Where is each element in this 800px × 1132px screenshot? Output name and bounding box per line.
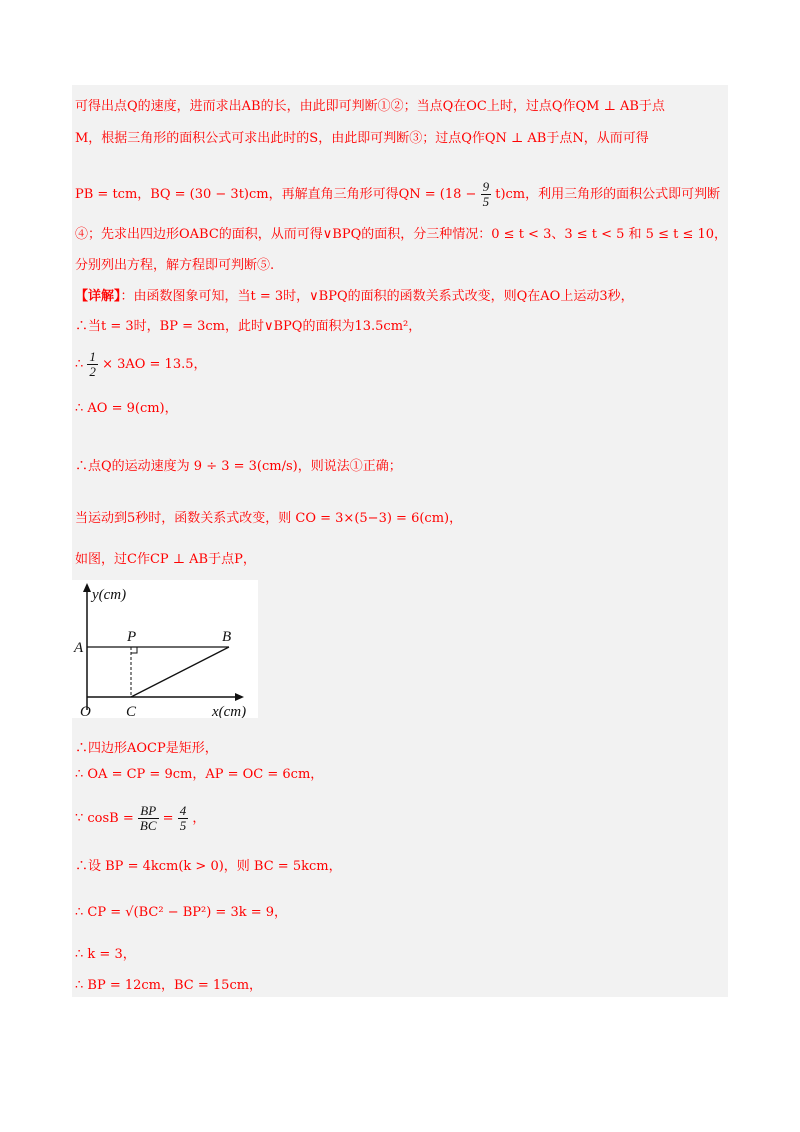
line-10-text: ∴点Q的运动速度为 9 ÷ 3 = 3(cm/s)，则说法①正确； (75, 459, 402, 474)
line-1-text: 可得出点Q的速度，进而求出AB的长，由此即可判断①②；当点Q在OC上时，过点Q作QM ⊥ AB于点 (75, 99, 665, 114)
line-6-text: ：由函数图象可知，当t = 3时，∨BPQ的面积的函数关系式改变，则Q在AO上运动3秒， (120, 289, 634, 304)
text-line-4 (75, 226, 727, 244)
y-axis-arrow (83, 583, 91, 592)
text-line-11 (75, 510, 462, 528)
text-line-18 (75, 946, 136, 964)
therefore-symbol: ∴ (75, 357, 84, 372)
detail-tag: 【详解】 (75, 289, 121, 304)
text-line-17 (75, 904, 287, 922)
line-13-text: ∴四边形AOCP是矩形， (75, 741, 218, 756)
fraction-denominator: 5 (179, 818, 187, 833)
line-8-text: × 3AO = 13.5， (102, 357, 207, 372)
fraction-numerator: 1 (89, 349, 96, 364)
line-3a-text: PB = tcm，BQ = (30 − 3t)cm，再解直角三角形可得QN = (18 − (75, 187, 477, 202)
coordinate-diagram (72, 580, 258, 718)
x-axis-label: x(cm) (212, 704, 247, 718)
line-15-post: ， (192, 811, 206, 826)
fraction-numerator: 4 (179, 803, 187, 818)
fraction-bp-bc (138, 804, 159, 833)
text-line-10 (75, 458, 402, 476)
fraction-denominator: BC (139, 818, 157, 833)
line-4-text: ④；先求出四边形OABC的面积，从而可得∨BPQ的面积，分三种情况：0 ≤ t < 3、3 ≤ t < 5 和 5 ≤ t ≤ 10， (75, 227, 728, 242)
equals-sign: = (162, 811, 174, 826)
segment-cb (131, 647, 229, 697)
text-line-8 (75, 350, 207, 379)
text-line-19 (75, 977, 262, 995)
fraction-9-5 (481, 180, 492, 209)
text-line-1 (75, 98, 665, 116)
text-line-15 (75, 804, 205, 833)
line-18-text: ∴ k = 3， (75, 947, 136, 962)
line-15-pre: ∵ cosB = (75, 811, 134, 826)
fraction-numerator: BP (138, 804, 159, 819)
fraction-4-5 (178, 804, 189, 833)
text-line-12 (75, 551, 256, 569)
y-axis-label: y(cm) (92, 587, 127, 603)
label-a: A (74, 640, 84, 656)
fraction-denominator: 5 (482, 194, 490, 209)
line-7-text: ∴当t = 3时，BP = 3cm，此时∨BPQ的面积为13.5cm²， (75, 319, 422, 334)
text-line-13 (75, 740, 218, 758)
text-line-3 (75, 180, 720, 209)
label-o: O (80, 704, 91, 718)
right-angle-mark (131, 647, 137, 653)
line-16-text: ∴设 BP = 4kcm(k > 0)，则 BC = 5kcm， (75, 859, 342, 874)
line-5-text: 分别列出方程，解方程即可判断⑤. (75, 258, 275, 273)
line-3b-text: t)cm，利用三角形的面积公式即可判断 (495, 187, 721, 202)
fraction-denominator: 2 (89, 364, 96, 379)
geometry-figure (72, 580, 258, 718)
line-19-text: ∴ BP = 12cm，BC = 15cm， (75, 978, 263, 993)
line-9-text: ∴ AO = 9(cm)， (75, 401, 178, 416)
fraction-numerator: 9 (482, 179, 490, 194)
text-line-9 (75, 400, 178, 418)
x-axis-arrow (235, 693, 244, 701)
text-line-7 (75, 318, 421, 336)
label-c: C (126, 704, 137, 718)
line-14-text: ∴ OA = CP = 9cm，AP = OC = 6cm， (75, 767, 324, 782)
text-line-2 (75, 130, 649, 148)
line-17-text: ∴ CP = √(BC² − BP²) = 3k = 9， (75, 905, 288, 920)
fraction-1-2 (87, 350, 98, 379)
label-b: B (222, 629, 232, 645)
text-line-16 (75, 858, 342, 876)
line-2-text: M，根据三角形的面积公式可求出此时的S，由此即可判断③；过点Q作QN ⊥ AB于点N，从而可得 (75, 131, 649, 146)
label-p: P (127, 629, 137, 645)
line-12-text: 如图，过C作CP ⊥ AB于点P， (75, 552, 256, 567)
text-line-6 (75, 288, 634, 306)
text-line-5 (75, 257, 274, 275)
text-line-14 (75, 766, 323, 784)
line-11-text: 当运动到5秒时，函数关系式改变，则 CO = 3×(5−3) = 6(cm)， (75, 511, 463, 526)
